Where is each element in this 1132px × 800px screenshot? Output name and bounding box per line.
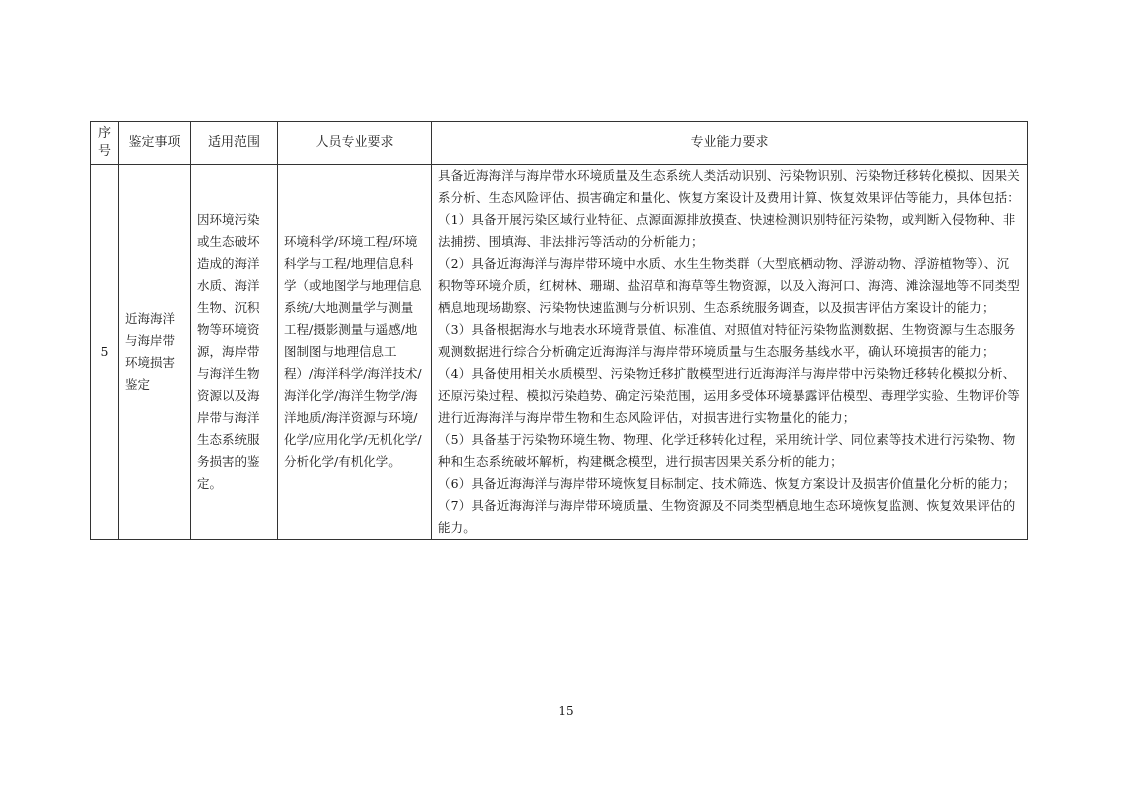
row-num: 5 (91, 165, 119, 540)
header-staff: 人员专业要求 (278, 122, 432, 165)
header-scope: 适用范围 (191, 122, 278, 165)
row-scope: 因环境污染或生态破坏造成的海洋水质、海洋生物、沉积物等环境资源，海岸带与海洋生物资源以及海岸带与海洋生态系统服务损害的鉴定。 (191, 165, 278, 540)
ability-item-6: （6）具备近海海洋与海岸带环境恢复目标制定、技术筛选、恢复方案设计及损害价值量化分析的能力； (438, 476, 1016, 491)
ability-intro: 具备近海海洋与海岸带水环境质量及生态系统人类活动识别、污染物识别、污染物迁移转化模拟、因果关系分析、生态风险评估、损害确定和量化、恢复方案设计及费用计算、恢复效果评估等能力，具体包括： (438, 168, 1020, 205)
table-header-row (91, 122, 1028, 165)
appraisal-table (90, 121, 1028, 540)
row-ability (432, 165, 1028, 540)
row-staff: 环境科学/环境工程/环境科学与工程/地理信息科学（或地图学与地理信息系统/大地测量学与测量工程/摄影测量与遥感/地图制图与地理信息工程）/海洋科学/海洋技术/海洋化学/海洋生物学/海洋地质/海洋资源与环境/化学/应用化学/无机化学/分析化学/有机化学。 (278, 165, 432, 540)
header-num: 序号 (91, 122, 119, 165)
ability-item-3: （3）具备根据海水与地表水环境背景值、标准值、对照值对特征污染物监测数据、生物资源与生态服务观测数据进行综合分析确定近海海洋与海岸带环境质量与生态服务基线水平，确认环境损害的能力； (438, 322, 1016, 359)
ability-item-4: （4）具备使用相关水质模型、污染物迁移扩散模型进行近海海洋与海岸带中污染物迁移转化模拟分析、还原污染过程、模拟污染趋势、确定污染范围，运用多受体环境暴露评估模型、毒理学实验、生物评价等进行近海海洋与海岸带生物和生态风险评估，对损害进行实物量化的能力； (438, 366, 1020, 425)
ability-item-2: （2）具备近海海洋与海岸带环境中水质、水生生物类群（大型底栖动物、浮游动物、浮游植物等）、沉积物等环境介质，红树林、珊瑚、盐沼草和海草等生物资源，以及入海河口、海湾、滩涂湿地等不同类型栖息地现场勘察、污染物快速监测与分析识别、生态系统服务调查，以及损害评估方案设计的能力； (438, 256, 1020, 315)
ability-item-1: （1）具备开展污染区域行业特征、点源面源排放摸查、快速检测识别特征污染物，或判断入侵物种、非法捕捞、围填海、非法排污等活动的分析能力； (438, 212, 1016, 249)
header-ability: 专业能力要求 (432, 122, 1028, 165)
header-item: 鉴定事项 (119, 122, 191, 165)
table-row (91, 165, 1028, 540)
row-item: 近海海洋与海岸带环境损害鉴定 (119, 165, 191, 540)
ability-item-7: （7）具备近海海洋与海岸带环境质量、生物资源及不同类型栖息地生态环境恢复监测、恢复效果评估的能力。 (438, 498, 1016, 535)
ability-item-5: （5）具备基于污染物环境生物、物理、化学迁移转化过程，采用统计学、同位素等技术进行污染物、物种和生态系统破坏解析，构建概念模型，进行损害因果关系分析的能力； (438, 432, 1016, 469)
page-number: 15 (558, 704, 574, 718)
